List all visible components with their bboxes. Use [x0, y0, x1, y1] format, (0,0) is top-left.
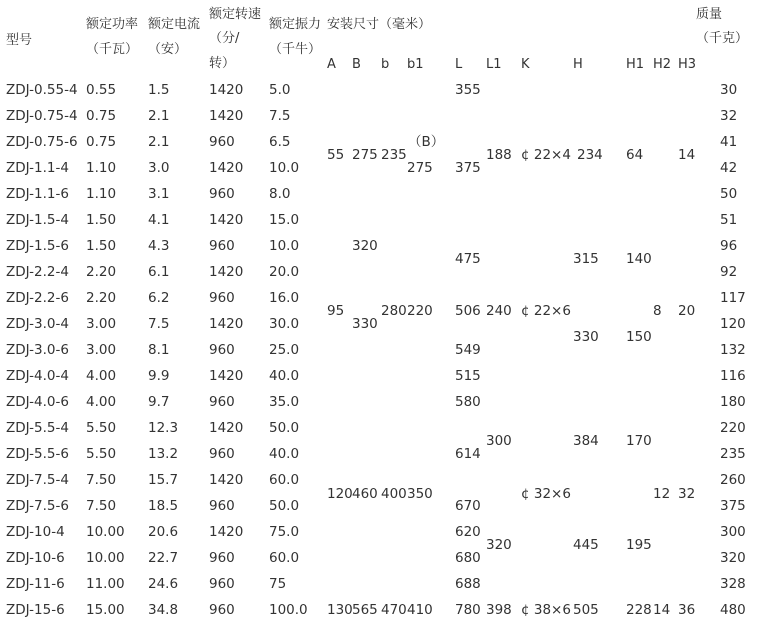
cell-current: 34.8 [148, 602, 179, 618]
cell-mass: 180 [720, 394, 746, 410]
cell-speed: 1420 [209, 420, 244, 436]
cell-power: 5.50 [86, 446, 117, 462]
dim-b1-group3: 350 [407, 486, 433, 502]
dim-a-group4: 130 [327, 602, 353, 618]
cell-power: 2.20 [86, 264, 117, 280]
cell-current: 13.2 [148, 446, 179, 462]
dim-h-group2: 330 [573, 329, 599, 345]
cell-current: 22.7 [148, 550, 179, 566]
cell-force: 7.5 [269, 108, 291, 124]
dim-b1-note-group1: （B） [408, 134, 445, 150]
dim-h-group3: 445 [573, 537, 599, 553]
cell-force: 100.0 [269, 602, 308, 618]
dim-b-group4: 470 [381, 602, 407, 618]
cell-current: 8.1 [148, 342, 170, 358]
dim-b-upper-group2: 330 [352, 316, 378, 332]
header-dim-l1: L1 [486, 57, 502, 72]
cell-force: 5.0 [269, 82, 291, 98]
cell-mass: 375 [720, 498, 746, 514]
dim-a-group2: 95 [327, 303, 345, 319]
cell-mass: 51 [720, 212, 738, 228]
cell-power: 4.00 [86, 394, 117, 410]
header-dim-h2: H2 [653, 57, 672, 72]
cell-force: 50.0 [269, 420, 300, 436]
cell-speed: 960 [209, 238, 235, 254]
cell-current: 3.0 [148, 160, 170, 176]
dim-h-group4: 505 [573, 602, 599, 618]
dim-l1-group2: 240 [486, 303, 512, 319]
cell-mass: 96 [720, 238, 738, 254]
cell-speed: 1420 [209, 82, 244, 98]
cell-speed: 1420 [209, 316, 244, 332]
cell-model: ZDJ-7.5-6 [6, 498, 69, 514]
dim-b-upper-group3: 460 [352, 486, 378, 502]
cell-force: 15.0 [269, 212, 300, 228]
cell-force: 10.0 [269, 160, 300, 176]
cell-model: ZDJ-0.75-4 [6, 108, 78, 124]
cell-force: 50.0 [269, 498, 300, 514]
dim-l-value: 506 [455, 303, 481, 319]
cell-mass: 116 [720, 368, 746, 384]
dim-h3-group3: 32 [678, 486, 696, 502]
cell-speed: 960 [209, 394, 235, 410]
cell-current: 9.9 [148, 368, 170, 384]
header-install: 安装尺寸（毫米） [327, 17, 432, 32]
cell-power: 1.10 [86, 160, 117, 176]
cell-model: ZDJ-4.0-4 [6, 368, 69, 384]
cell-current: 2.1 [148, 108, 170, 124]
cell-power: 10.00 [86, 524, 125, 540]
dim-h1-group3: 195 [626, 537, 652, 553]
cell-power: 7.50 [86, 472, 117, 488]
cell-model: ZDJ-10-6 [6, 550, 65, 566]
cell-mass: 260 [720, 472, 746, 488]
cell-current: 3.1 [148, 186, 170, 202]
cell-power: 0.75 [86, 134, 117, 150]
dim-h2-group3: 12 [653, 486, 671, 502]
cell-speed: 960 [209, 342, 235, 358]
cell-force: 60.0 [269, 550, 300, 566]
cell-model: ZDJ-11-6 [6, 576, 65, 592]
dim-h1-group2-top: 140 [626, 251, 652, 267]
dim-l1-group4: 398 [486, 602, 512, 618]
cell-current: 20.6 [148, 524, 179, 540]
dim-h1-group1: 64 [626, 147, 644, 163]
cell-mass: 117 [720, 290, 746, 306]
dim-b1-group2: 220 [407, 303, 433, 319]
dim-l-value: 549 [455, 342, 481, 358]
dim-k-group3: ¢ 32×6 [521, 486, 571, 502]
header-dim-b: b [381, 57, 390, 72]
dim-h1-group3-top: 170 [626, 433, 652, 449]
cell-power: 4.00 [86, 368, 117, 384]
header-dim-a: A [327, 57, 336, 72]
cell-model: ZDJ-0.55-4 [6, 82, 78, 98]
header-power: 额定功率 [86, 17, 139, 32]
cell-speed: 960 [209, 602, 235, 618]
cell-speed: 1420 [209, 160, 244, 176]
dim-h-group3-top: 384 [573, 433, 599, 449]
dim-h2-group2: 8 [653, 303, 662, 319]
dim-h1-group2: 150 [626, 329, 652, 345]
cell-force: 40.0 [269, 368, 300, 384]
cell-mass: 328 [720, 576, 746, 592]
cell-model: ZDJ-7.5-4 [6, 472, 69, 488]
header-dim-k: K [521, 57, 530, 72]
cell-power: 0.55 [86, 82, 117, 98]
header-mass-unit: （千克） [696, 31, 749, 46]
cell-speed: 1420 [209, 524, 244, 540]
dim-l-value: 475 [455, 251, 481, 267]
dim-k-group1: ¢ 22×4 [521, 147, 571, 163]
dim-b-upper-group2-top: 320 [352, 238, 378, 254]
cell-model: ZDJ-15-6 [6, 602, 65, 618]
cell-mass: 50 [720, 186, 738, 202]
cell-speed: 960 [209, 290, 235, 306]
dim-b1-group1: 275 [407, 160, 433, 176]
header-current: 额定电流 [148, 17, 201, 32]
cell-power: 0.75 [86, 108, 117, 124]
cell-power: 7.50 [86, 498, 117, 514]
cell-mass: 132 [720, 342, 746, 358]
cell-current: 15.7 [148, 472, 179, 488]
header-mass: 质量 [696, 7, 723, 22]
dim-h-group2-top: 315 [573, 251, 599, 267]
dim-h-group1: 234 [577, 147, 603, 163]
cell-power: 11.00 [86, 576, 125, 592]
dim-l-value: 580 [455, 394, 481, 410]
header-force-unit: （千牛） [269, 42, 322, 57]
header-dim-h3: H3 [678, 57, 697, 72]
cell-force: 20.0 [269, 264, 300, 280]
cell-speed: 960 [209, 446, 235, 462]
header-dim-b-upper: B [352, 57, 361, 72]
cell-force: 10.0 [269, 238, 300, 254]
cell-speed: 960 [209, 550, 235, 566]
dim-b1-group4: 410 [407, 602, 433, 618]
cell-mass: 92 [720, 264, 738, 280]
dim-h3-group2: 20 [678, 303, 696, 319]
dim-b-upper-group1: 275 [352, 147, 378, 163]
dim-a-group1: 55 [327, 147, 345, 163]
dim-l-value: 688 [455, 576, 481, 592]
cell-model: ZDJ-3.0-6 [6, 342, 69, 358]
dim-l-value: 375 [455, 160, 481, 176]
cell-mass: 41 [720, 134, 738, 150]
dim-b-upper-group4: 565 [352, 602, 378, 618]
cell-force: 60.0 [269, 472, 300, 488]
dim-h3-group4: 36 [678, 602, 696, 618]
cell-power: 3.00 [86, 342, 117, 358]
cell-model: ZDJ-2.2-6 [6, 290, 69, 306]
cell-mass: 120 [720, 316, 746, 332]
cell-power: 10.00 [86, 550, 125, 566]
cell-speed: 1420 [209, 472, 244, 488]
cell-mass: 32 [720, 108, 738, 124]
dim-b-group1: 235 [381, 147, 407, 163]
cell-mass: 220 [720, 420, 746, 436]
cell-speed: 1420 [209, 264, 244, 280]
cell-speed: 1420 [209, 212, 244, 228]
cell-current: 7.5 [148, 316, 170, 332]
dim-l1-group1: 188 [486, 147, 512, 163]
cell-current: 4.1 [148, 212, 170, 228]
cell-force: 75.0 [269, 524, 300, 540]
cell-force: 40.0 [269, 446, 300, 462]
cell-power: 3.00 [86, 316, 117, 332]
dim-l-value: 680 [455, 550, 481, 566]
header-dim-h1: H1 [626, 57, 645, 72]
cell-mass: 300 [720, 524, 746, 540]
dim-l-value: 670 [455, 498, 481, 514]
cell-model: ZDJ-1.5-4 [6, 212, 69, 228]
cell-current: 12.3 [148, 420, 179, 436]
dim-k-group2: ¢ 22×6 [521, 303, 571, 319]
cell-current: 4.3 [148, 238, 170, 254]
cell-force: 25.0 [269, 342, 300, 358]
dim-h2-group4: 14 [653, 602, 671, 618]
header-speed: 额定转速 [209, 7, 262, 22]
cell-speed: 960 [209, 134, 235, 150]
dim-l1-group3: 320 [486, 537, 512, 553]
cell-power: 2.20 [86, 290, 117, 306]
cell-power: 15.00 [86, 602, 125, 618]
cell-current: 6.2 [148, 290, 170, 306]
header-dim-l: L [455, 57, 463, 72]
cell-mass: 235 [720, 446, 746, 462]
cell-power: 1.50 [86, 238, 117, 254]
dim-l-value: 614 [455, 446, 481, 462]
header-power-unit: （千瓦） [86, 42, 139, 57]
header-speed-unit: （分/ [209, 31, 240, 46]
cell-model: ZDJ-10-4 [6, 524, 65, 540]
cell-mass: 320 [720, 550, 746, 566]
dim-l-value: 780 [455, 602, 481, 618]
cell-force: 35.0 [269, 394, 300, 410]
cell-mass: 30 [720, 82, 738, 98]
cell-power: 5.50 [86, 420, 117, 436]
cell-model: ZDJ-3.0-4 [6, 316, 69, 332]
cell-model: ZDJ-4.0-6 [6, 394, 69, 410]
cell-power: 1.50 [86, 212, 117, 228]
dim-l-value: 620 [455, 524, 481, 540]
cell-current: 1.5 [148, 82, 170, 98]
cell-model: ZDJ-1.1-6 [6, 186, 69, 202]
cell-model: ZDJ-5.5-4 [6, 420, 69, 436]
dim-l-value: 515 [455, 368, 481, 384]
dim-k-group4: ¢ 38×6 [521, 602, 571, 618]
cell-force: 6.5 [269, 134, 291, 150]
dim-a-group3: 120 [327, 486, 353, 502]
dim-h3-group1: 14 [678, 147, 696, 163]
header-dim-b1: b1 [407, 57, 424, 72]
cell-speed: 1420 [209, 108, 244, 124]
cell-current: 18.5 [148, 498, 179, 514]
cell-model: ZDJ-5.5-6 [6, 446, 69, 462]
cell-speed: 960 [209, 498, 235, 514]
cell-force: 16.0 [269, 290, 300, 306]
cell-model: ZDJ-2.2-4 [6, 264, 69, 280]
cell-current: 9.7 [148, 394, 170, 410]
cell-mass: 42 [720, 160, 738, 176]
cell-current: 2.1 [148, 134, 170, 150]
cell-force: 30.0 [269, 316, 300, 332]
cell-model: ZDJ-1.5-6 [6, 238, 69, 254]
header-current-unit: （安） [148, 42, 188, 57]
cell-model: ZDJ-1.1-4 [6, 160, 69, 176]
cell-power: 1.10 [86, 186, 117, 202]
header-dim-h: H [573, 57, 583, 72]
cell-model: ZDJ-0.75-6 [6, 134, 78, 150]
cell-current: 6.1 [148, 264, 170, 280]
cell-speed: 1420 [209, 368, 244, 384]
dim-b-group2: 280 [381, 303, 407, 319]
header-speed-unit-2: 转） [209, 56, 236, 71]
dim-h1-group4: 228 [626, 602, 652, 618]
header-model: 型号 [6, 33, 33, 48]
header-force: 额定振力 [269, 17, 322, 32]
cell-mass: 480 [720, 602, 746, 618]
cell-current: 24.6 [148, 576, 179, 592]
cell-speed: 960 [209, 186, 235, 202]
dim-l1-group3-top: 300 [486, 433, 512, 449]
dim-b-group3: 400 [381, 486, 407, 502]
cell-speed: 960 [209, 576, 235, 592]
cell-force: 75 [269, 576, 287, 592]
cell-force: 8.0 [269, 186, 291, 202]
dim-l-value: 355 [455, 82, 481, 98]
